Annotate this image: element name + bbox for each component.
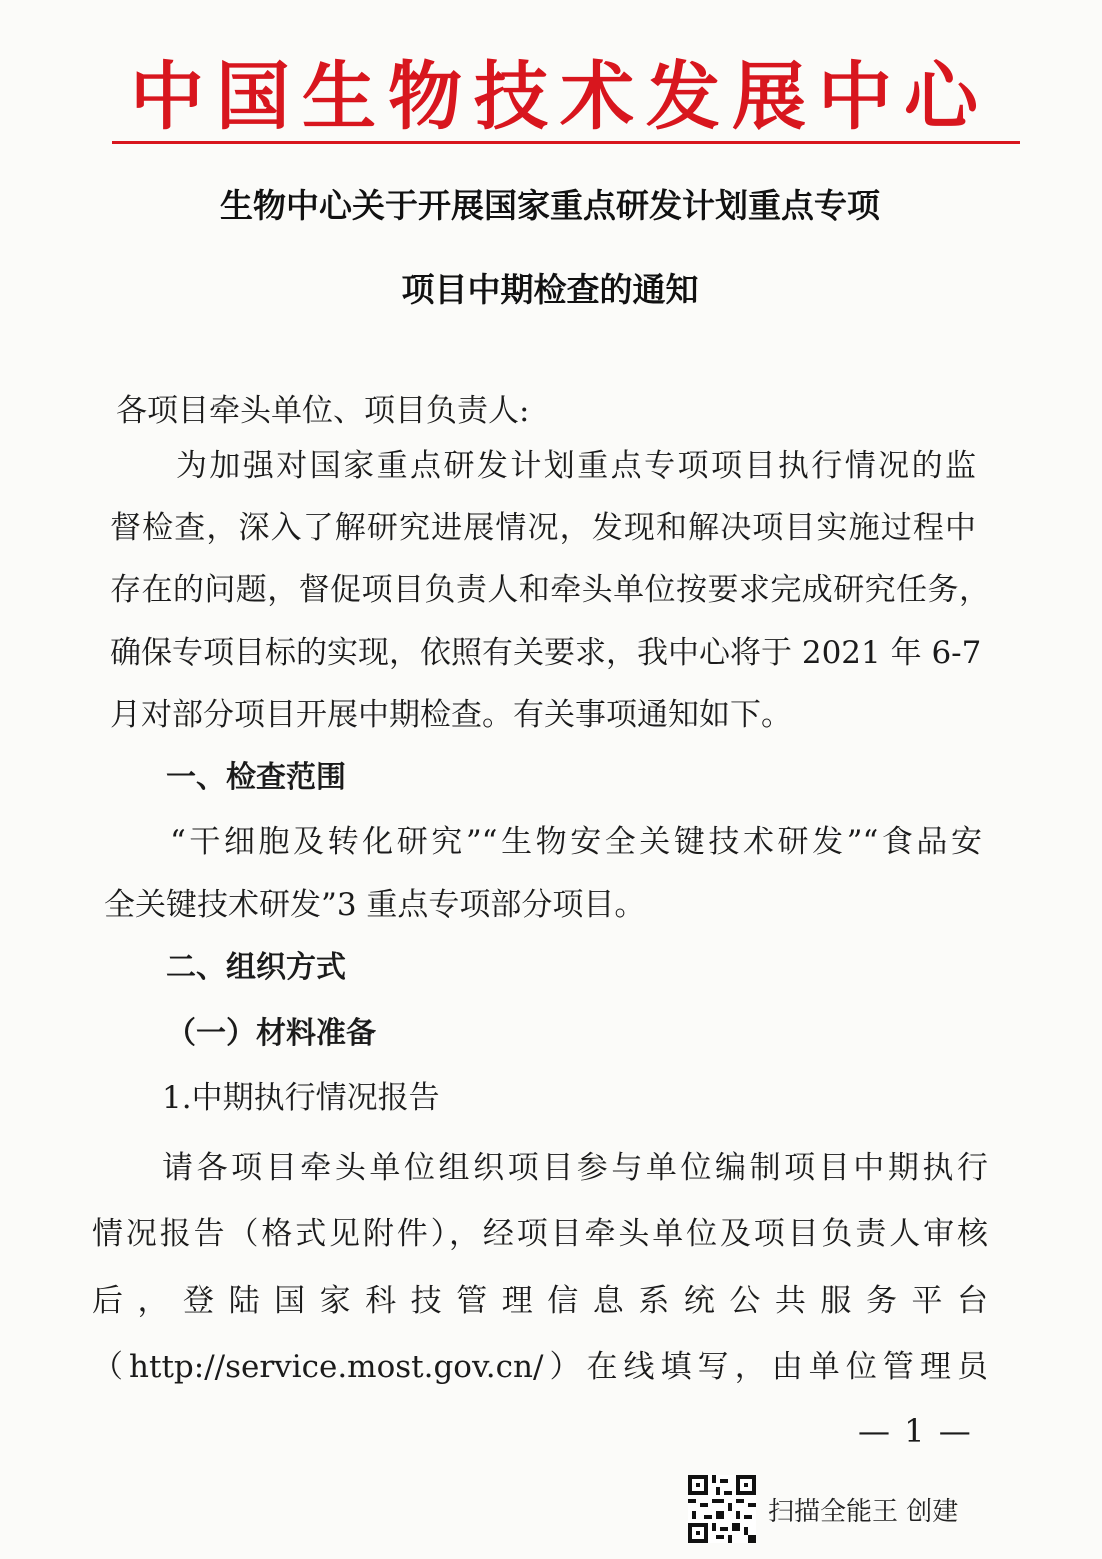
document-title-line-2: 项目中期检查的通知	[401, 270, 699, 309]
qr-code-icon	[688, 1475, 756, 1543]
masthead-title: 中国生物技术发展中心	[130, 54, 990, 140]
paragraph-line: 为加强对国家重点研发计划重点专项项目执行情况的监	[176, 448, 976, 484]
paragraph-line: 全关键技术研发”3 重点专项部分项目。	[104, 887, 646, 923]
paragraph-line: 月对部分项目开展中期检查。有关事项通知如下。	[110, 697, 792, 733]
subsection-heading: （一）材料准备	[166, 1016, 376, 1051]
paragraph-line: 请各项目牵头单位组织项目参与单位编制项目中期执行	[162, 1150, 988, 1186]
section-heading: 二、组织方式	[166, 950, 346, 985]
watermark-text: 扫描全能王 创建	[768, 1496, 959, 1527]
salutation: 各项目牵头单位、项目负责人:	[116, 393, 530, 429]
paragraph-line: （http://service.most.gov.cn/）在线填写，由单位管理员	[92, 1349, 988, 1385]
paragraph-line: 情况报告（格式见附件），经项目牵头单位及项目负责人审核	[92, 1216, 988, 1252]
scanner-watermark	[688, 1474, 958, 1544]
paragraph-line: 确保专项目标的实现，依照有关要求，我中心将于 2021 年 6-7	[110, 635, 982, 671]
paragraph-line: 后，登陆国家科技管理信息系统公共服务平台	[92, 1283, 988, 1319]
page-number: — 1 —	[858, 1412, 973, 1450]
item-heading: 1.中期执行情况报告	[162, 1080, 440, 1116]
masthead-rule	[112, 141, 1020, 144]
document-title-line-1: 生物中心关于开展国家重点研发计划重点专项	[220, 186, 880, 225]
paragraph-line: “干细胞及转化研究”“生物安全关键技术研发”“食品安	[170, 824, 982, 860]
section-heading: 一、检查范围	[166, 760, 346, 795]
paragraph-line: 存在的问题，督促项目负责人和牵头单位按要求完成研究任务，	[110, 572, 990, 608]
paragraph-line: 督检查，深入了解研究进展情况，发现和解决项目实施过程中	[110, 510, 976, 546]
